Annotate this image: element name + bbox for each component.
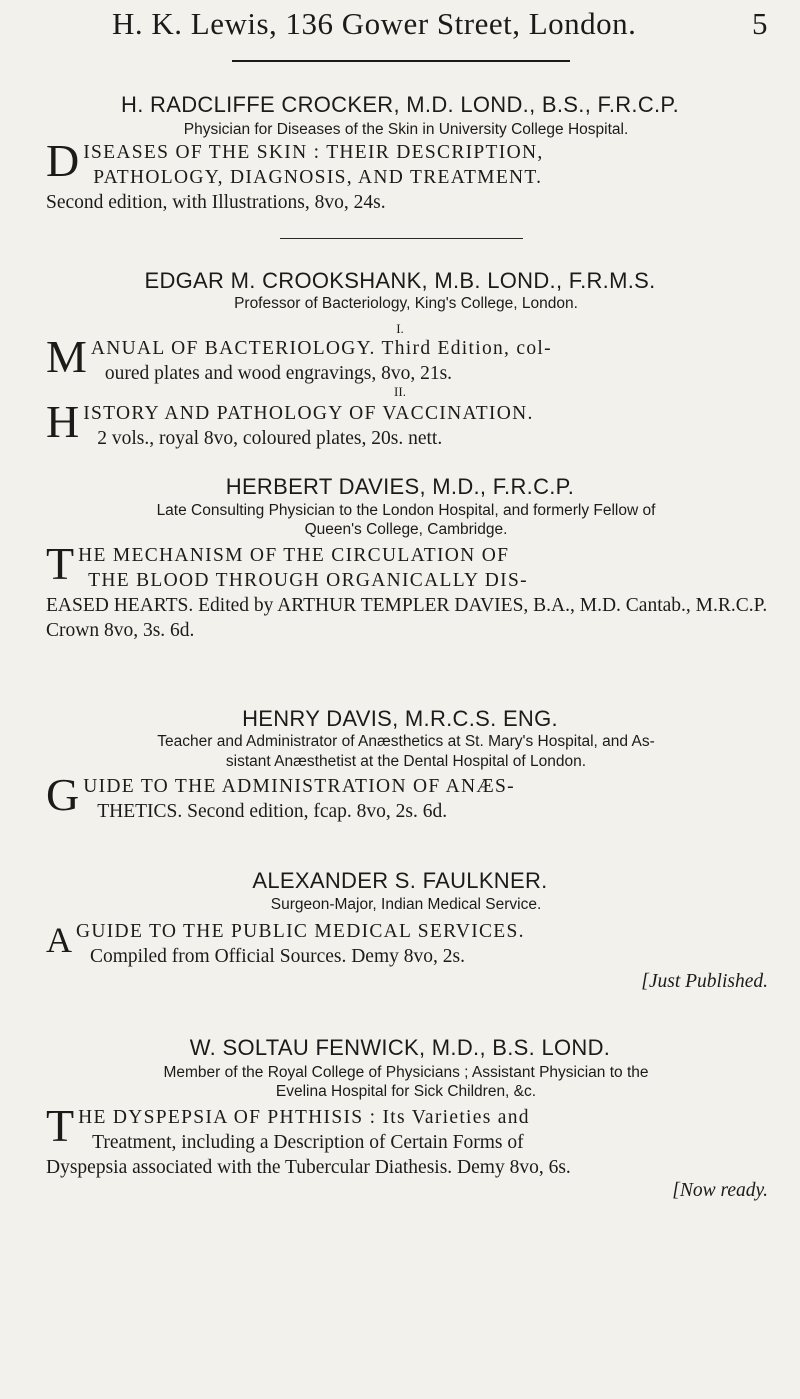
author-affiliation: Professor of Bacteriology, King's College, London. — [234, 295, 578, 312]
drop-cap: H — [46, 396, 80, 447]
book-entry — [46, 1100, 768, 1180]
author-affiliation: Member of the Royal College of Physicians ; Assistant Physician to the — [163, 1064, 649, 1081]
work-numeral: I. — [396, 321, 404, 336]
drop-cap: T — [46, 538, 75, 589]
book-entry — [46, 135, 768, 215]
book-title-continuation: THE BLOOD THROUGH ORGANICALLY DIS- — [88, 570, 528, 591]
book-entry — [46, 396, 768, 451]
publication-status: [Just Published. — [641, 971, 768, 992]
author-name: HERBERT DAVIES, M.D., F.R.C.P. — [225, 474, 575, 499]
book-details: oured plates and wood engravings, 8vo, 21s. — [104, 363, 453, 384]
book-details: THETICS. Second edition, fcap. 8vo, 2s. 6d. — [97, 801, 448, 822]
page-number: 5 — [752, 6, 768, 41]
book-title-line: ISEASES OF THE SKIN : THEIR DESCRIPTION, — [83, 142, 544, 163]
book-entry — [46, 331, 768, 386]
drop-cap: G — [46, 769, 80, 820]
drop-cap: M — [46, 331, 87, 382]
author-affiliation: Late Consulting Physician to the London Hospital, and formerly Fellow of — [156, 502, 656, 519]
drop-cap: A — [46, 920, 72, 960]
drop-cap: D — [46, 135, 80, 186]
author-name: EDGAR M. CROOKSHANK, M.B. LOND., F.R.M.S. — [144, 268, 656, 293]
book-entry — [46, 769, 768, 824]
author-name: ALEXANDER S. FAULKNER. — [252, 868, 548, 893]
author-name: HENRY DAVIS, M.R.C.S. ENG. — [242, 706, 558, 731]
book-title-line: HE MECHANISM OF THE CIRCULATION OF — [78, 545, 510, 566]
book-title-line: UIDE TO THE ADMINISTRATION OF ANÆS- — [83, 776, 515, 797]
book-details: Compiled from Official Sources. Demy 8vo, 2s. — [90, 946, 465, 967]
separator-rule — [280, 238, 523, 239]
book-details: Dyspepsia associated with the Tubercular Diathesis. Demy 8vo, 6s. — [46, 1157, 571, 1178]
book-title-line: ISTORY AND PATHOLOGY OF VACCINATION. — [83, 403, 534, 424]
work-numeral: II. — [394, 384, 406, 399]
book-title-line: HE DYSPEPSIA OF PHTHISIS : Its Varieties and — [78, 1107, 530, 1128]
author-affiliation: Physician for Diseases of the Skin in University College Hospital. — [183, 121, 629, 138]
author-name: H. RADCLIFFE CROCKER, M.D. LOND., B.S., F.R.C.P. — [121, 92, 679, 117]
author-affiliation: Evelina Hospital for Sick Children, &c. — [275, 1083, 537, 1100]
author-name: W. SOLTAU FENWICK, M.D., B.S. LOND. — [189, 1035, 611, 1060]
publication-status: [Now ready. — [672, 1180, 768, 1201]
author-affiliation: sistant Anæsthetist at the Dental Hospital of London. — [225, 753, 587, 770]
running-head — [112, 6, 768, 46]
book-entry — [46, 919, 768, 969]
author-affiliation: Surgeon-Major, Indian Medical Service. — [270, 896, 542, 913]
drop-cap: T — [46, 1100, 75, 1151]
author-affiliation: Teacher and Administrator of Anæsthetics at St. Mary's Hospital, and As- — [157, 733, 655, 750]
book-title-continuation: Treatment, including a Description of Certain Forms of — [92, 1132, 524, 1153]
book-title-continuation: PATHOLOGY, DIAGNOSIS, AND TREATMENT. — [93, 167, 543, 188]
book-details: Second edition, with Illustrations, 8vo, 24s. — [46, 192, 386, 213]
book-entry — [46, 538, 768, 643]
running-head-title: H. K. Lewis, 136 Gower Street, London. — [112, 6, 637, 41]
book-details: 2 vols., royal 8vo, coloured plates, 20s. nett. — [97, 428, 443, 449]
book-title-line: ANUAL OF BACTERIOLOGY. Third Edition, col- — [90, 338, 552, 359]
book-title-line: GUIDE TO THE PUBLIC MEDICAL SERVICES. — [76, 921, 525, 942]
author-affiliation: Queen's College, Cambridge. — [304, 521, 508, 538]
header-rule — [232, 60, 570, 62]
book-details: EASED HEARTS. Edited by ARTHUR TEMPLER DAVIES, B.A., M.D. Cantab., M.R.C.P. Crown 8vo, 3s. 6d. — [46, 595, 768, 641]
